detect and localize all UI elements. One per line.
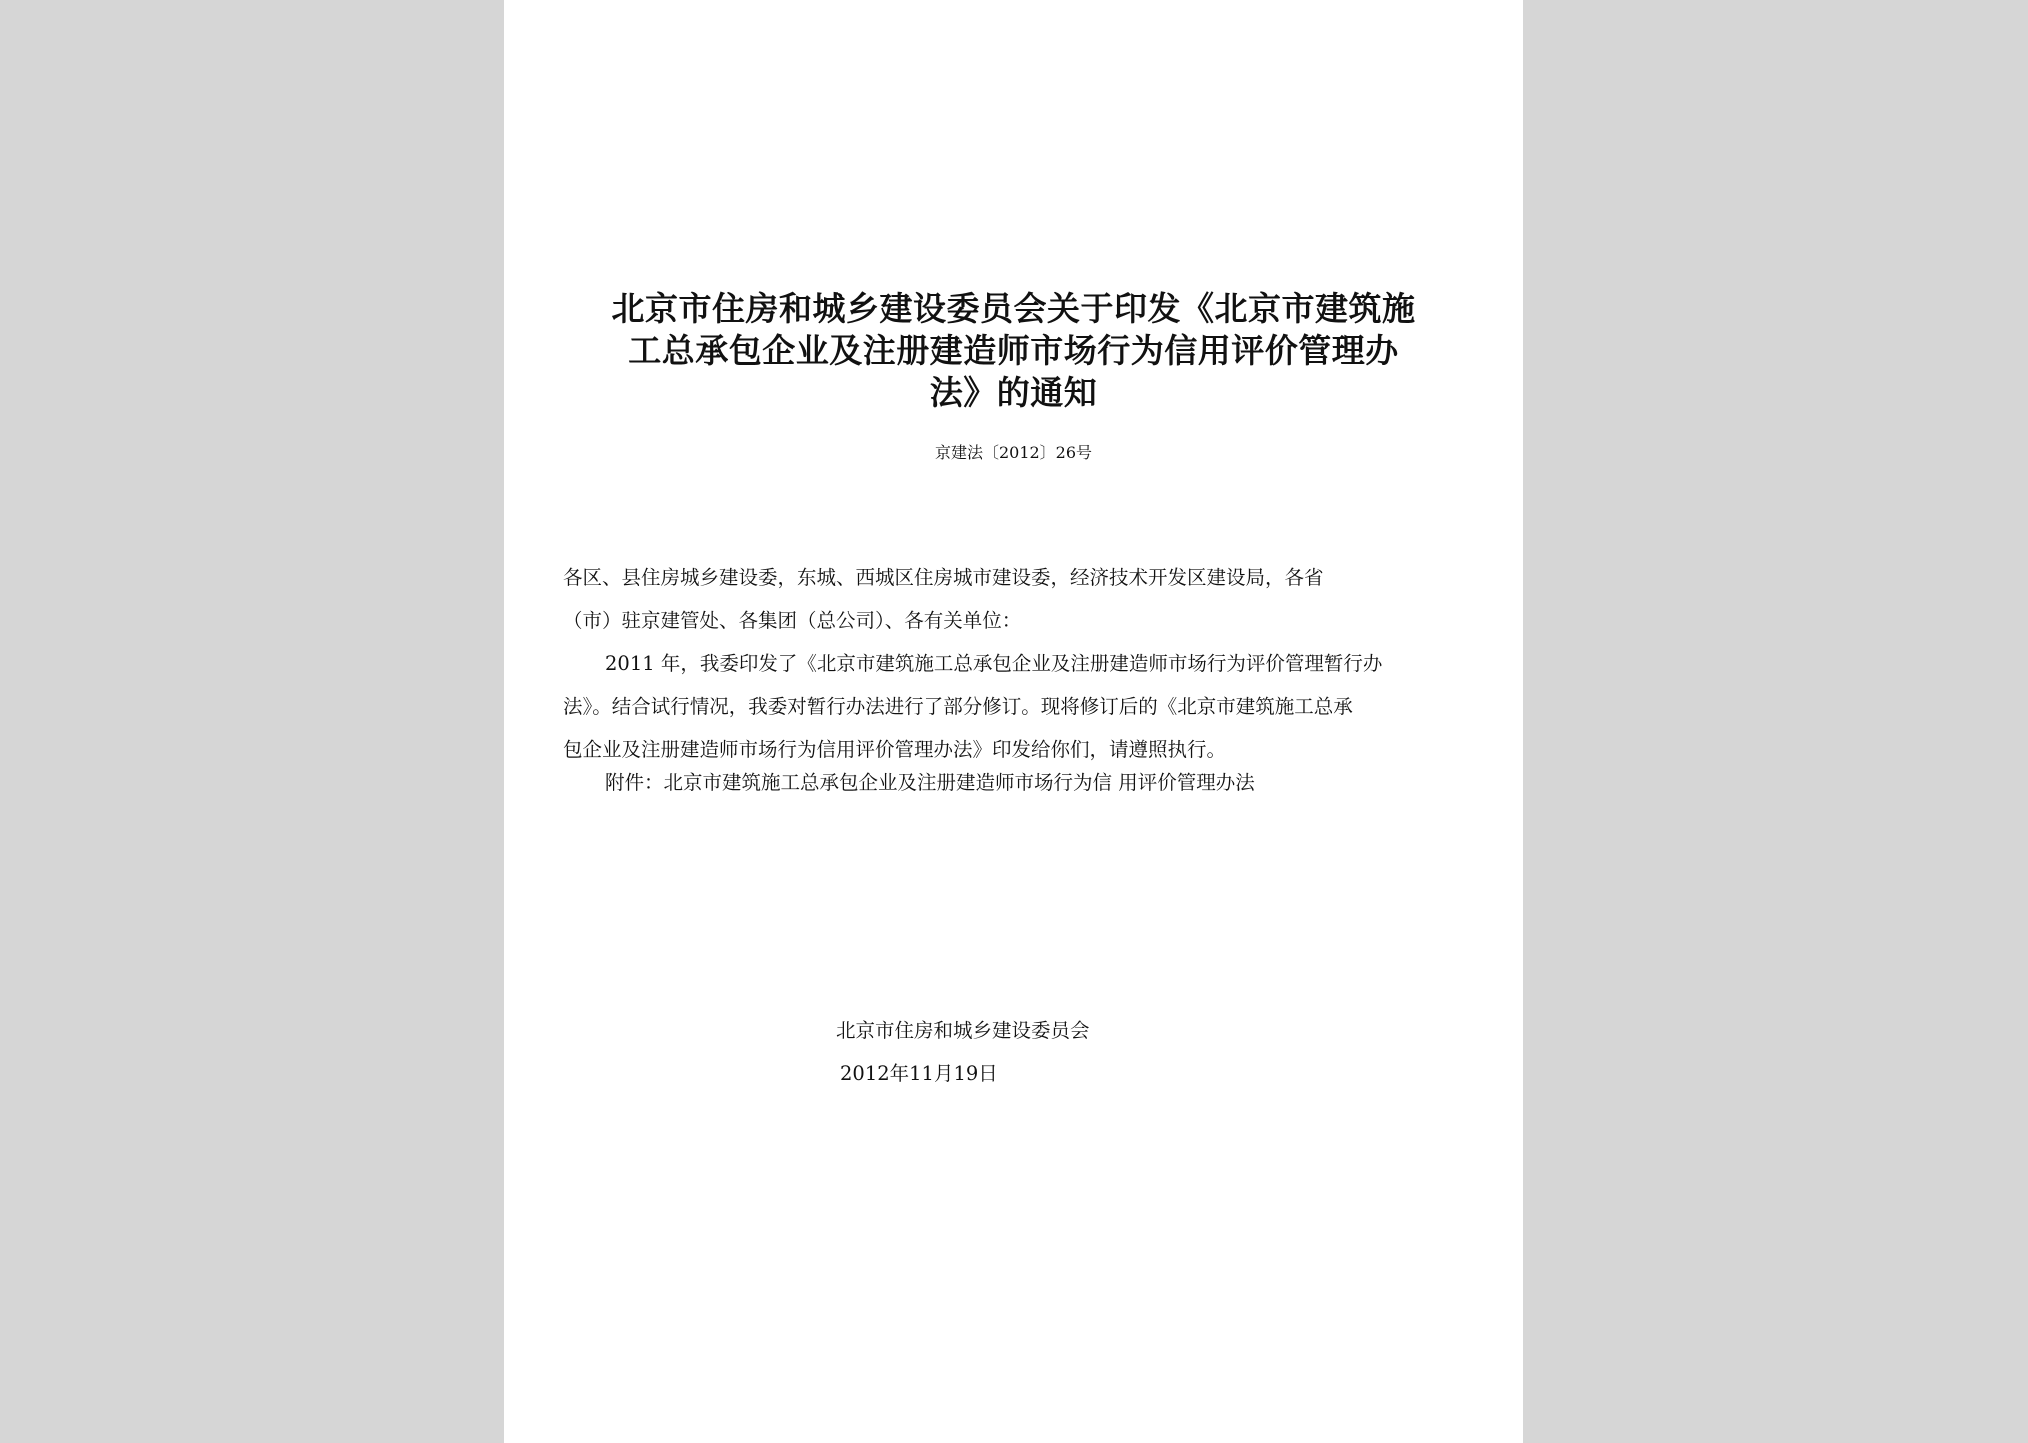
- body-line-2: 法》。结合试行情况，我委对暂行办法进行了部分修订。现将修订后的《北京市建筑施工总承: [563, 695, 1353, 718]
- title-line-2: 工总承包企业及注册建造师市场行为信用评价管理办: [628, 331, 1399, 370]
- attachment-line: 附件：北京市建筑施工总承包企业及注册建造师市场行为信 用评价管理办法: [605, 771, 1255, 794]
- recipient-line-1: 各区、县住房城乡建设委，东城、西城区住房城市建设委，经济技术开发区建设局，各省: [563, 566, 1324, 589]
- document-number: 京建法〔2012〕26号: [934, 443, 1093, 462]
- signature-date: 2012年11月19日: [840, 1062, 998, 1085]
- body-line-1: 2011 年，我委印发了《北京市建筑施工总承包企业及注册建造师市场行为评价管理暂行办: [605, 652, 1383, 675]
- body-line-3: 包企业及注册建造师市场行为信用评价管理办法》印发给你们，请遵照执行。: [563, 738, 1227, 761]
- recipient-line-2: （市）驻京建管处、各集团（总公司）、各有关单位：: [563, 609, 1022, 632]
- title-line-3: 法》的通知: [929, 373, 1098, 412]
- signature-issuer: 北京市住房和城乡建设委员会: [836, 1019, 1090, 1042]
- title-line-1: 北京市住房和城乡建设委员会关于印发《北京市建筑施: [611, 289, 1416, 328]
- document-page: [504, 0, 1523, 1443]
- document-title: [544, 288, 1483, 414]
